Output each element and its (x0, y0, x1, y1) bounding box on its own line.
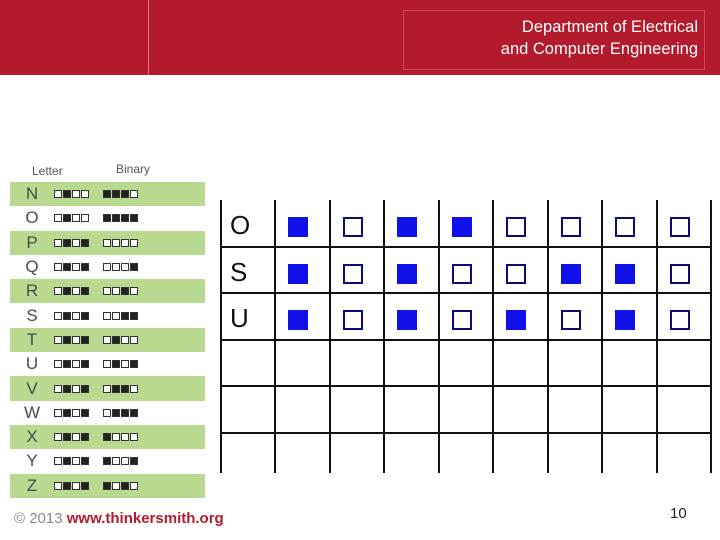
grid-column-line (274, 200, 276, 473)
grid-column-line (656, 200, 658, 473)
filled-bit-square (81, 287, 89, 295)
filled-bit-square (63, 433, 71, 441)
page-number: 10 (670, 505, 687, 522)
reference-bit-group (54, 482, 89, 490)
filled-bit-square (121, 214, 129, 222)
empty-bit-square (54, 214, 62, 222)
grid-row-line (220, 292, 711, 294)
empty-bit-square (452, 310, 472, 330)
filled-bit-square (130, 409, 138, 417)
filled-bit-square (63, 482, 71, 490)
filled-bit-square (103, 190, 111, 198)
reference-row (10, 279, 205, 303)
reference-bit-group (103, 433, 138, 441)
reference-bit-group (54, 263, 89, 271)
reference-row (10, 231, 205, 255)
filled-bit-square (112, 360, 120, 368)
grid-row-line (220, 246, 711, 248)
reference-bit-group (54, 287, 89, 295)
empty-bit-square (121, 360, 129, 368)
empty-bit-square (72, 190, 80, 198)
empty-bit-square (72, 214, 80, 222)
reference-bit-group (103, 482, 138, 490)
filled-bit-square (561, 264, 581, 284)
empty-bit-square (112, 457, 120, 465)
reference-bit-group (54, 385, 89, 393)
filled-bit-square (121, 409, 129, 417)
reference-bit-group (54, 239, 89, 247)
filled-bit-square (130, 360, 138, 368)
reference-row (10, 474, 205, 498)
empty-bit-square (561, 217, 581, 237)
reference-letter: S (26, 305, 38, 325)
empty-bit-square (54, 482, 62, 490)
filled-bit-square (288, 264, 308, 284)
worksheet-letter: U (230, 303, 249, 333)
site-url: www.thinkersmith.org (66, 510, 224, 527)
filled-bit-square (112, 409, 120, 417)
grid-left-line (220, 200, 222, 473)
filled-bit-square (63, 457, 71, 465)
empty-bit-square (72, 482, 80, 490)
empty-bit-square (103, 287, 111, 295)
empty-bit-square (343, 264, 363, 284)
empty-bit-square (121, 263, 129, 271)
filled-bit-square (112, 336, 120, 344)
filled-bit-square (121, 287, 129, 295)
filled-bit-square (63, 385, 71, 393)
reference-bit-group (54, 214, 89, 222)
header-divider (148, 0, 149, 75)
filled-bit-square (81, 263, 89, 271)
filled-bit-square (81, 433, 89, 441)
filled-bit-square (103, 457, 111, 465)
reference-letter: U (25, 354, 39, 374)
reference-letter: V (26, 378, 38, 398)
empty-bit-square (54, 239, 62, 247)
filled-bit-square (81, 312, 89, 320)
filled-bit-square (103, 214, 111, 222)
filled-bit-square (63, 287, 71, 295)
reference-bit-group (103, 385, 138, 393)
reference-row (10, 352, 205, 376)
filled-bit-square (615, 310, 635, 330)
empty-bit-square (81, 190, 89, 198)
empty-bit-square (54, 287, 62, 295)
empty-bit-square (112, 312, 120, 320)
reference-letter: T (26, 329, 38, 349)
reference-row (10, 376, 205, 400)
empty-bit-square (103, 263, 111, 271)
grid-column-line (547, 200, 549, 473)
worksheet-letter: O (230, 210, 251, 240)
empty-bit-square (103, 409, 111, 417)
reference-bit-group (103, 336, 138, 344)
empty-bit-square (54, 457, 62, 465)
filled-bit-square (112, 190, 120, 198)
reference-bit-group (103, 312, 138, 320)
filled-bit-square (112, 385, 120, 393)
reference-bit-group (103, 190, 138, 198)
empty-bit-square (72, 385, 80, 393)
empty-bit-square (130, 287, 138, 295)
reference-bit-group (54, 409, 89, 417)
header-banner (0, 0, 720, 75)
reference-bit-group (103, 409, 138, 417)
empty-bit-square (54, 409, 62, 417)
reference-bit-group (103, 263, 138, 271)
empty-bit-square (54, 190, 62, 198)
filled-bit-square (506, 310, 526, 330)
filled-bit-square (81, 409, 89, 417)
reference-letter: P (26, 232, 38, 252)
empty-bit-square (343, 310, 363, 330)
reference-row (10, 255, 205, 279)
reference-bit-group (54, 336, 89, 344)
filled-bit-square (112, 214, 120, 222)
empty-bit-square (121, 239, 129, 247)
footer-logo (14, 510, 224, 527)
binary-reference-table (10, 160, 205, 498)
reference-bit-group (103, 457, 138, 465)
reference-row (10, 303, 205, 327)
grid-column-line (329, 200, 331, 473)
reference-bit-group (54, 360, 89, 368)
filled-bit-square (81, 457, 89, 465)
empty-bit-square (130, 385, 138, 393)
empty-bit-square (103, 239, 111, 247)
reference-letter: O (25, 208, 39, 228)
empty-bit-square (670, 264, 690, 284)
empty-bit-square (54, 385, 62, 393)
empty-bit-square (506, 217, 526, 237)
empty-bit-square (103, 336, 111, 344)
filled-bit-square (63, 360, 71, 368)
empty-bit-square (121, 336, 129, 344)
empty-bit-square (670, 217, 690, 237)
filled-bit-square (63, 312, 71, 320)
reference-bit-group (54, 312, 89, 320)
reference-bit-group (54, 433, 89, 441)
empty-bit-square (72, 263, 80, 271)
empty-bit-square (112, 263, 120, 271)
filled-bit-square (130, 263, 138, 271)
department-title-line2: and Computer Engineering (500, 40, 698, 58)
filled-bit-square (121, 190, 129, 198)
filled-bit-square (81, 360, 89, 368)
filled-bit-square (63, 263, 71, 271)
filled-bit-square (63, 214, 71, 222)
filled-bit-square (452, 217, 472, 237)
grid-row-line (220, 339, 711, 341)
filled-bit-square (130, 214, 138, 222)
reference-bit-group (54, 190, 89, 198)
grid-column-line (492, 200, 494, 473)
filled-bit-square (63, 409, 71, 417)
filled-bit-square (288, 217, 308, 237)
filled-bit-square (397, 310, 417, 330)
reference-bit-group (54, 457, 89, 465)
reference-letter: Y (26, 451, 38, 471)
empty-bit-square (112, 239, 120, 247)
empty-bit-square (112, 482, 120, 490)
reference-row (10, 182, 205, 206)
empty-bit-square (103, 385, 111, 393)
worksheet-letter: S (230, 256, 248, 287)
filled-bit-square (121, 385, 129, 393)
filled-bit-square (81, 385, 89, 393)
empty-bit-square (54, 360, 62, 368)
reference-letter: W (23, 402, 41, 422)
filled-bit-square (103, 433, 111, 441)
grid-column-line (710, 200, 712, 473)
filled-bit-square (81, 336, 89, 344)
empty-bit-square (72, 409, 80, 417)
reference-row (10, 328, 205, 352)
filled-bit-square (397, 264, 417, 284)
empty-bit-square (452, 264, 472, 284)
empty-bit-square (130, 239, 138, 247)
department-title (501, 16, 698, 60)
letter-column-header: Letter (32, 164, 63, 178)
empty-bit-square (72, 312, 80, 320)
filled-bit-square (81, 239, 89, 247)
reference-row (10, 425, 205, 449)
empty-bit-square (130, 336, 138, 344)
empty-bit-square (130, 433, 138, 441)
reference-letter: X (26, 427, 38, 447)
empty-bit-square (54, 263, 62, 271)
filled-bit-square (63, 336, 71, 344)
filled-bit-square (63, 190, 71, 198)
grid-column-line (438, 200, 440, 473)
copyright-text: © 2013 (14, 510, 63, 527)
empty-bit-square (72, 239, 80, 247)
empty-bit-square (72, 336, 80, 344)
reference-row (10, 401, 205, 425)
empty-bit-square (561, 310, 581, 330)
reference-letter: R (25, 281, 39, 301)
empty-bit-square (121, 457, 129, 465)
reference-bit-group (103, 287, 138, 295)
empty-bit-square (121, 433, 129, 441)
reference-letter: Z (26, 475, 38, 495)
filled-bit-square (81, 482, 89, 490)
filled-bit-square (397, 217, 417, 237)
empty-bit-square (130, 190, 138, 198)
empty-bit-square (54, 433, 62, 441)
empty-bit-square (72, 287, 80, 295)
reference-bit-group (103, 360, 138, 368)
empty-bit-square (343, 217, 363, 237)
reference-letter: Q (25, 257, 39, 277)
empty-bit-square (54, 312, 62, 320)
grid-row-line (220, 432, 711, 434)
empty-bit-square (103, 360, 111, 368)
filled-bit-square (63, 239, 71, 247)
binary-column-header: Binary (116, 162, 151, 176)
empty-bit-square (615, 217, 635, 237)
reference-bit-group (103, 239, 138, 247)
empty-bit-square (130, 482, 138, 490)
empty-bit-square (112, 433, 120, 441)
department-title-line1: Department of Electrical (521, 18, 698, 36)
filled-bit-square (130, 312, 138, 320)
grid-row-line (220, 385, 711, 387)
reference-bit-group (103, 214, 138, 222)
grid-column-line (383, 200, 385, 473)
empty-bit-square (670, 310, 690, 330)
filled-bit-square (288, 310, 308, 330)
reference-table-header (10, 160, 205, 182)
reference-row (10, 449, 205, 473)
empty-bit-square (112, 287, 120, 295)
reference-letter: N (25, 184, 39, 204)
filled-bit-square (130, 457, 138, 465)
empty-bit-square (506, 264, 526, 284)
filled-bit-square (121, 482, 129, 490)
empty-bit-square (103, 312, 111, 320)
grid-column-line (601, 200, 603, 473)
empty-bit-square (54, 336, 62, 344)
empty-bit-square (81, 214, 89, 222)
empty-bit-square (72, 360, 80, 368)
filled-bit-square (103, 482, 111, 490)
filled-bit-square (615, 264, 635, 284)
empty-bit-square (72, 457, 80, 465)
empty-bit-square (72, 433, 80, 441)
filled-bit-square (121, 312, 129, 320)
reference-row (10, 206, 205, 230)
